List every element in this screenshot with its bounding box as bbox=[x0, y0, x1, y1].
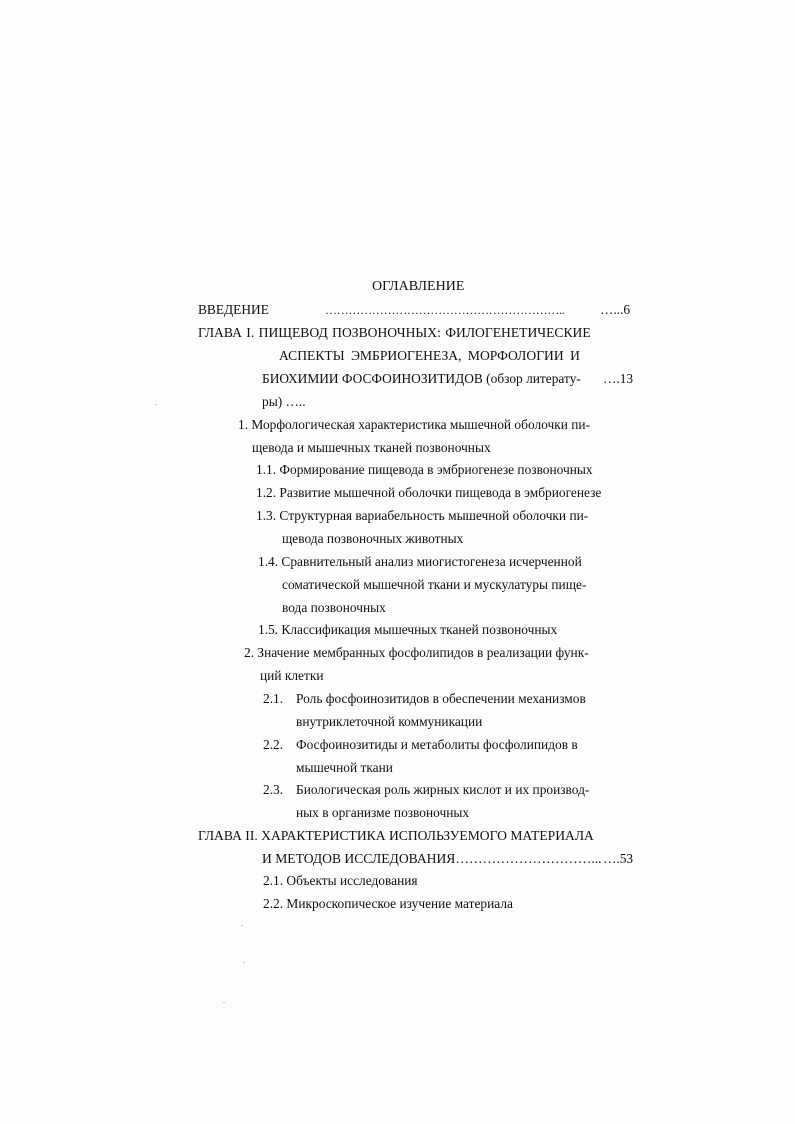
intro-dots: …………………………………………………….. bbox=[325, 303, 565, 317]
intro-page: …...6 bbox=[600, 302, 631, 317]
section-2-3-line1: Биологическая роль жирных кислот и их производ- bbox=[296, 782, 590, 797]
section-2-line1: 2. Значение мембранных фосфолипидов в реализации функ- bbox=[244, 645, 589, 660]
chapter2-page: ….53 bbox=[603, 851, 634, 866]
intro-label: ВВЕДЕНИЕ bbox=[198, 302, 269, 317]
section-1-3-line1: 1.3. Структурная вариабельность мышечной оболочки пи- bbox=[256, 508, 589, 523]
section-1-4-line2: соматической мышечной ткани и мускулатуры пище- bbox=[282, 577, 587, 592]
scan-speck bbox=[241, 925, 243, 926]
toc-title: ОГЛАВЛЕНИЕ bbox=[372, 279, 465, 294]
chapter2-section-2: 2.2. Микроскопическое изучение материала bbox=[263, 896, 513, 911]
chapter2-line2: И МЕТОДОВ ИССЛЕДОВАНИЯ…………………………... bbox=[262, 851, 602, 866]
chapter1-line2: АСПЕКТЫ ЭМБРИОГЕНЕЗА, МОРФОЛОГИИ И bbox=[279, 348, 580, 363]
scan-speck bbox=[223, 1002, 225, 1003]
section-1-line1: 1. Морфологическая характеристика мышечной оболочки пи- bbox=[238, 417, 591, 432]
section-2-2-line1: Фосфоинозитиды и метаболиты фосфолипидов в bbox=[296, 737, 578, 752]
chapter1-line4: ры) ….. bbox=[262, 394, 306, 409]
section-2-line2: ций клетки bbox=[260, 668, 324, 683]
section-2-3-number: 2.3. bbox=[263, 782, 284, 797]
scan-speck bbox=[243, 962, 245, 963]
chapter1-line3: БИОХИМИИ ФОСФОИНОЗИТИДОВ (обзор литерату- bbox=[262, 371, 581, 386]
section-1-4-line3: вода позвоночных bbox=[282, 600, 386, 615]
section-2-2-line2: мышечной ткани bbox=[296, 760, 393, 775]
section-2-3-line2: ных в организме позвоночных bbox=[296, 805, 470, 820]
chapter1-line1: ГЛАВА I. ПИЩЕВОД ПОЗВОНОЧНЫХ: ФИЛОГЕНЕТИЧЕСКИЕ bbox=[198, 325, 591, 340]
section-2-1-number: 2.1. bbox=[263, 691, 284, 706]
section-1-5: 1.5. Классификация мышечных тканей позвоночных bbox=[258, 622, 558, 637]
section-1-2: 1.2. Развитие мышечной оболочки пищевода в эмбриогенезе bbox=[256, 485, 602, 500]
scan-speck bbox=[155, 404, 157, 405]
section-1-4-line1: 1.4. Сравнительный анализ миогистогенеза исчерченной bbox=[258, 554, 582, 569]
section-2-1-line2: внутриклеточной коммуникации bbox=[296, 714, 483, 729]
section-1-line2: щевода и мышечных тканей позвоночных bbox=[252, 440, 491, 455]
section-1-1: 1.1. Формирование пищевода в эмбриогенезе позвоночных bbox=[256, 462, 593, 477]
chapter2-line1: ГЛАВА II. ХАРАКТЕРИСТИКА ИСПОЛЬЗУЕМОГО МАТЕРИАЛА bbox=[198, 828, 594, 843]
chapter1-page: ….13 bbox=[603, 371, 634, 386]
section-2-2-number: 2.2. bbox=[263, 737, 284, 752]
section-1-3-line2: щевода позвоночных животных bbox=[282, 531, 464, 546]
chapter2-section-1: 2.1. Объекты исследования bbox=[263, 873, 418, 888]
section-2-1-line1: Роль фосфоинозитидов в обеспечении механизмов bbox=[296, 691, 586, 706]
